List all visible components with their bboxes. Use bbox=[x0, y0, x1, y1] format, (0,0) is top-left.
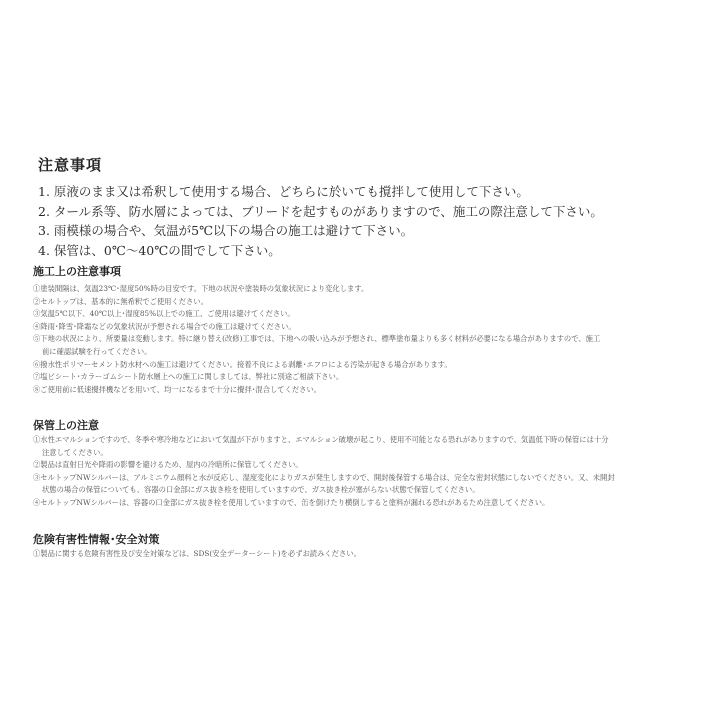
construction-note bbox=[33, 296, 703, 309]
caution-item: 2. タール系等、防水層によっては、ブリードを起すものがありますので、施工の際注意して下さい。 bbox=[38, 203, 603, 219]
hazard-info-list bbox=[33, 548, 703, 561]
note-line: ③セルトップNWシルバーは、アルミニウム顔料と水が反応し、湿度変化によりガスが発生しますので、開封後保管する場合は、完全な密封状態にしないでください。又、未開封 bbox=[33, 472, 615, 482]
note-line-continued: 注意してください。 bbox=[42, 447, 108, 457]
note-line-continued: 前に確認試験を行ってください。 bbox=[42, 346, 152, 356]
note-line: ②セルトップは、基本的に無希釈でご使用ください。 bbox=[33, 296, 208, 306]
storage-note bbox=[33, 434, 703, 459]
note-line: ④セルトップNWシルバーは、容器の口金部にガス抜き栓を使用していますので、缶を倒けたり横倒しすると塗料が漏れる恐れがあるため注意してください。 bbox=[33, 497, 550, 507]
note-line: ①製品に関する危険有害性及び安全対策などは、SDS(安全データーシート)を必ずお読みください。 bbox=[33, 549, 361, 558]
construction-note bbox=[33, 371, 703, 384]
storage-note bbox=[33, 459, 703, 472]
note-line: ⑧ご使用前に低速攪拌機などを用いて、均一になるまで十分に攪拌･混合してください。 bbox=[33, 384, 322, 394]
note-line: ④降雨･降雪･降霜などの気象状況が予想される場合での施工は避けてください。 bbox=[33, 321, 296, 331]
note-line: ①塗装間隔は、気温23℃･湿度50%時の目安です。下地の状況や塗装時の気象状況により変化します。 bbox=[33, 284, 369, 293]
construction-notes-title: 施工上の注意事項 bbox=[33, 265, 121, 278]
storage-notes-title: 保管上の注意 bbox=[33, 419, 99, 432]
construction-notes-list bbox=[33, 283, 703, 396]
hazard-info-title: 危険有害性情報･安全対策 bbox=[33, 533, 160, 546]
note-line: ⑦塩ビシート･カラーゴムシート防水層上への施工に関しましては、弊社に別途ご相談下さい。 bbox=[33, 372, 344, 382]
note-line: ②製品は直射日光や降雨の影響を避けるため、屋内の冷暗所に保管してください。 bbox=[33, 460, 303, 470]
construction-note bbox=[33, 308, 703, 321]
caution-item: 1. 原液のまま又は希釈して使用する場合、どちらに於いても撹拌して使用して下さい。 bbox=[38, 184, 529, 199]
storage-note bbox=[33, 497, 703, 510]
construction-note bbox=[33, 283, 703, 296]
note-line: ⑥撥水性ポリマーセメント防水材への施工は避けてください。接着不良による剥離･エフロによる汚染が起きる場合があります。 bbox=[33, 359, 452, 369]
caution-item: 3. 雨模様の場合や、気温が5℃以下の場合の施工は避けて下さい。 bbox=[38, 223, 414, 238]
note-line: ③気温5℃以下、40℃以上･湿度85%以上での施工、ご使用は避けてください。 bbox=[33, 309, 295, 319]
construction-note bbox=[33, 359, 703, 372]
hazard-note bbox=[33, 548, 703, 561]
construction-note bbox=[33, 384, 703, 397]
construction-note bbox=[33, 321, 703, 334]
storage-note bbox=[33, 472, 703, 497]
note-line: ⑤下地の状況により、所要量は変動します。特に継り替え(改修)工事では、下地への吸い込みが予想され、標準塗布量よりも多く材料が必要になる場合がありますので、施工 bbox=[33, 334, 601, 344]
caution-item: 4. 保管は、0℃～40℃の間でして下さい。 bbox=[38, 242, 281, 258]
note-line: ①水性エマルションですので、冬季や寒冷地などにおいて気温が下がりますと、エマルション破壊が起こり、使用不可能となる恐れがありますので、気温低下時の保管には十分 bbox=[33, 435, 609, 444]
caution-list bbox=[38, 182, 603, 260]
caution-title: 注意事項 bbox=[38, 156, 103, 174]
note-line-continued: 状態の場合の保管についても、容器の口金部にガス抜き栓を使用していますので、ガス抜き栓が塞がらない状態で保管してください。 bbox=[42, 485, 480, 495]
construction-note bbox=[33, 333, 703, 358]
storage-notes-list bbox=[33, 434, 703, 510]
